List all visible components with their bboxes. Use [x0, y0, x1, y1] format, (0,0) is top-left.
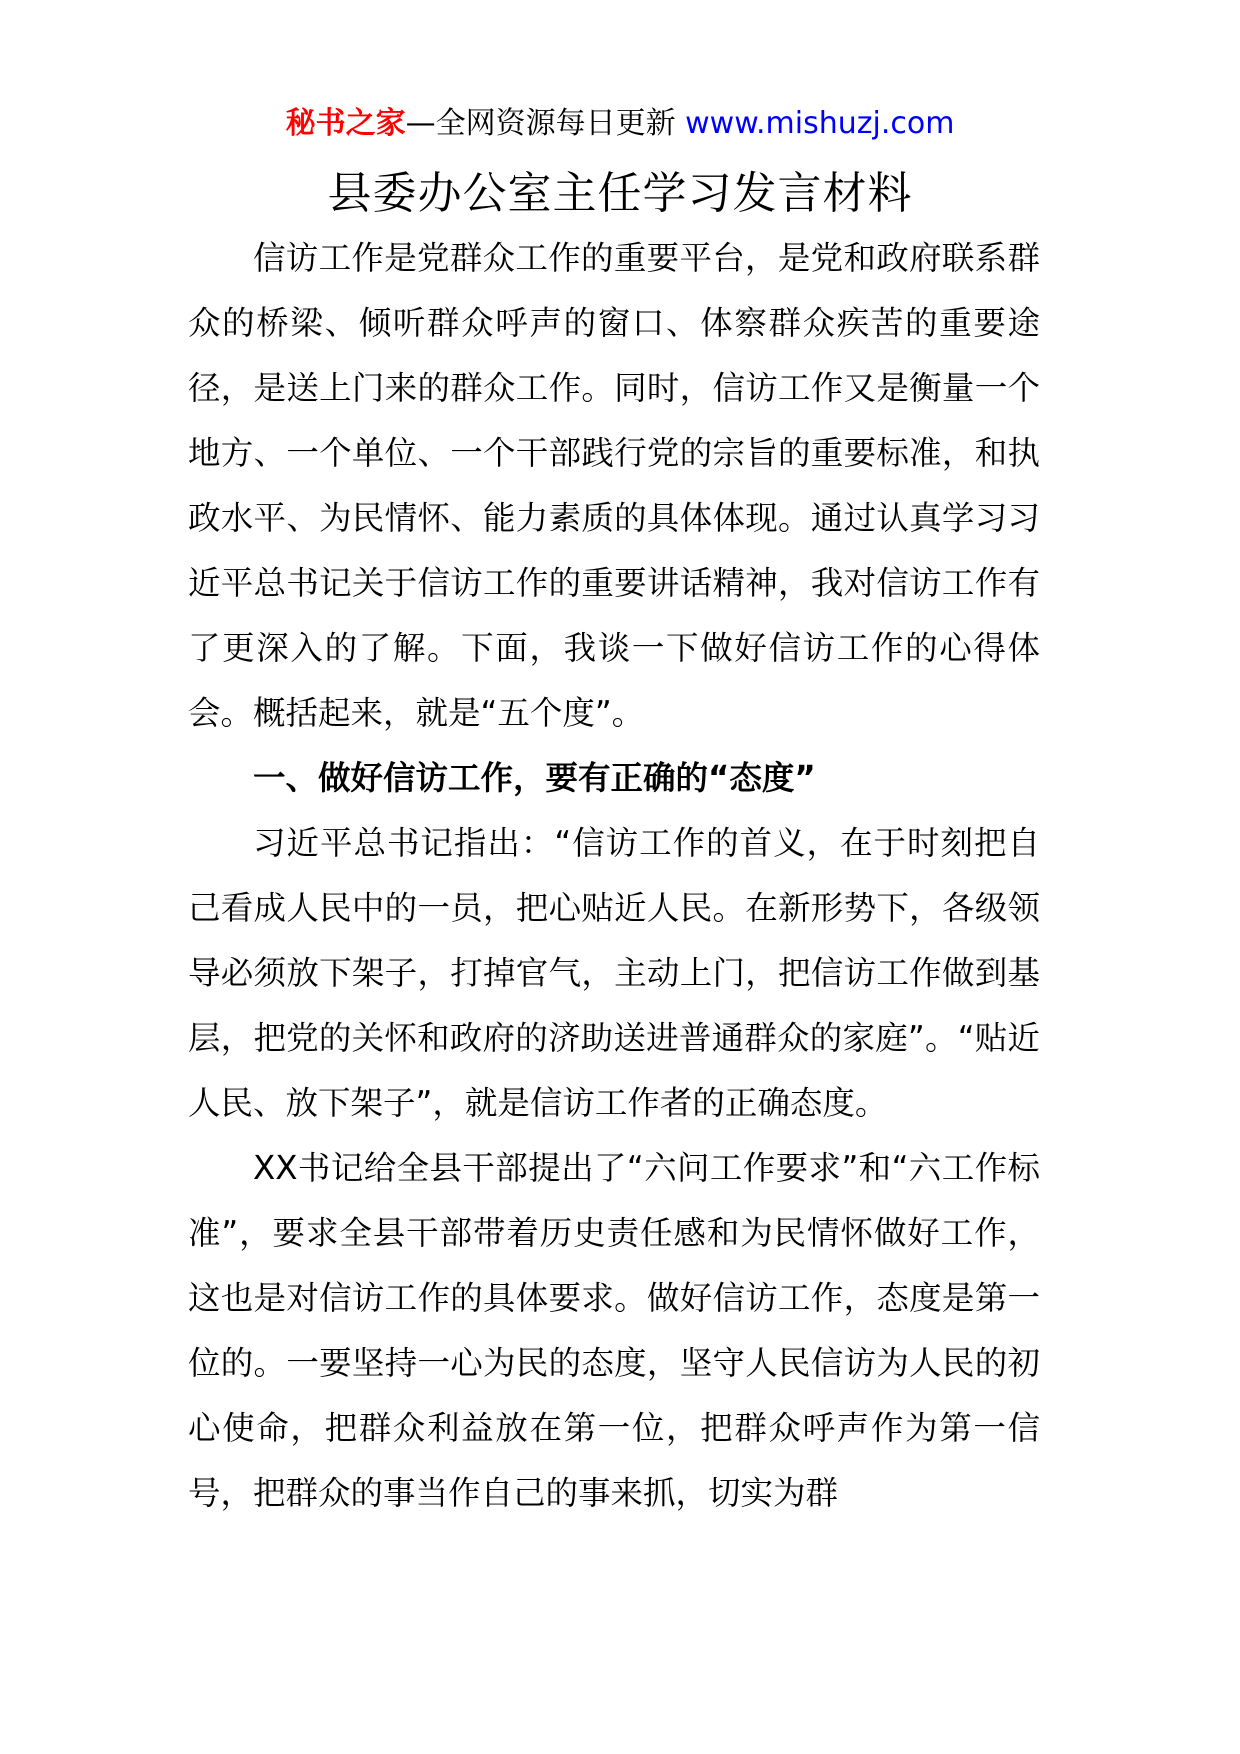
body-paragraph-intro: 信访工作是党群众工作的重要平台，是党和政府联系群众的桥梁、倾听群众呼声的窗口、体察群众疾苦的重要途径，是送上门来的群众工作。同时，信访工作又是衡量一个地方、一个单位、一个干部践行党的宗旨的重要标准，和执政水平、为民情怀、能力素质的具体体现。通过认真学习习近平总书记关于信访工作的重要讲话精神，我对信访工作有了更深入的了解。下面，我谈一下做好信访工作的心得体会。概括起来，就是“五个度”。 [188, 239, 1040, 732]
site-url-link[interactable]: www.mishuzj.com [685, 106, 955, 141]
header-tagline: —全网资源每日更新 [405, 106, 676, 141]
body-paragraph-quote: 习近平总书记指出：“信访工作的首义，在于时刻把自己看成人民中的一员，把心贴近人民。在新形势下，各级领导必须放下架子，打掉官气，主动上门，把信访工作做到基层，把党的关怀和政府的济助送进普通群众的家庭”。“贴近人民、放下架子”，就是信访工作者的正确态度。 [188, 824, 1040, 1122]
document-body [188, 226, 1040, 1526]
document-title: 县委办公室主任学习发言材料 [327, 168, 913, 219]
body-paragraph-requirements: XX书记给全县干部提出了“六问工作要求”和“六工作标准”，要求全县干部带着历史责任感和为民情怀做好工作，这也是对信访工作的具体要求。做好信访工作，态度是第一位的。一要坚持一心为民的态度，坚守人民信访为人民的初心使命，把群众利益放在第一位，把群众呼声作为第一信号，把群众的事当作自己的事来抓，切实为群 [188, 1149, 1040, 1512]
site-header [0, 104, 1240, 144]
brand-name: 秘书之家 [285, 106, 406, 141]
section-heading-1: 一、做好信访工作，要有正确的“态度” [253, 759, 816, 797]
